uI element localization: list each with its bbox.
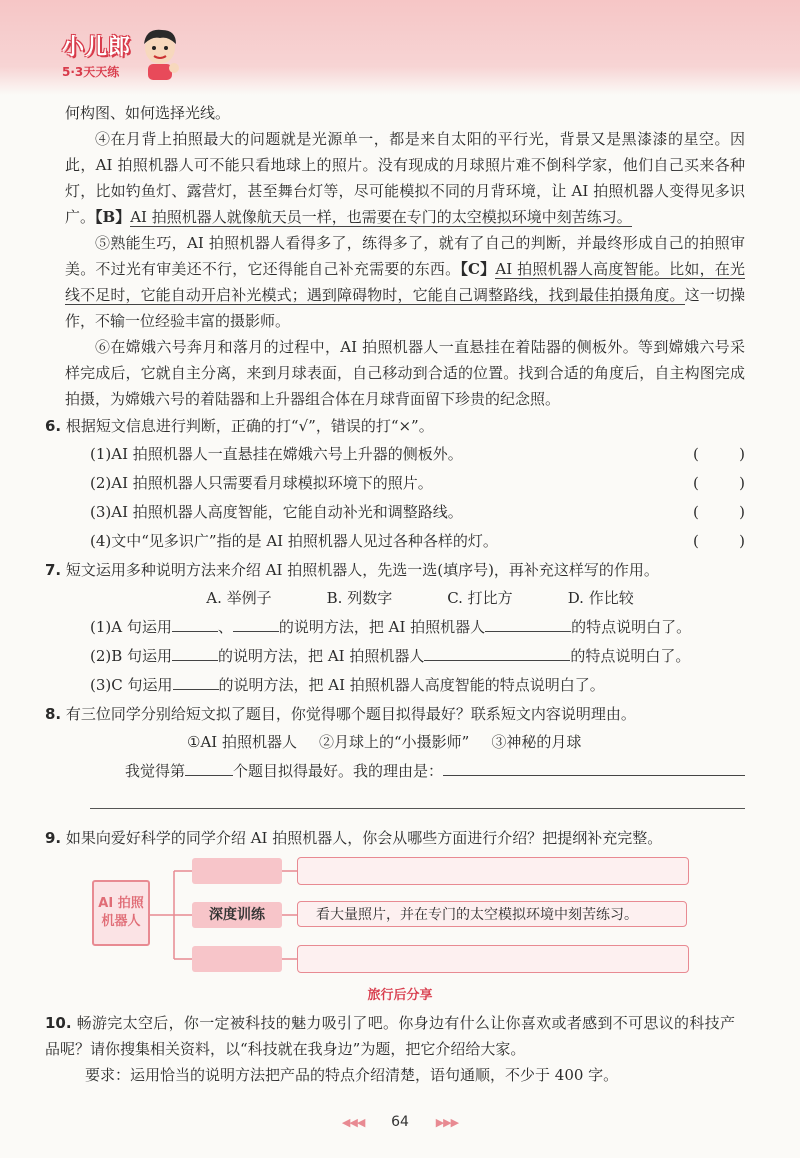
section-title: 旅行后分享 — [367, 988, 433, 1003]
q8-answer: 我觉得第 个题目拟得最好。我的理由是： — [65, 757, 745, 786]
sentence-b: AI 拍照机器人就像航天员一样，也需要在专门的太空模拟环境中刻苦练习。 — [130, 208, 632, 226]
q10: 10. 畅游完太空后，你一定被科技的魅力吸引了吧。你身边有什么让你喜欢或者感到不可思议的科技产品呢？请你搜集相关资料，以“科技就在我身边”为题，把它介绍给大家。 要求：运用恰当的说明方法把产品的特点介绍清楚，语句通顺，不少于 400 字。 — [45, 1010, 735, 1088]
answer-line[interactable] — [443, 759, 745, 776]
q9-stem: 9. 如果向爱好科学的同学介绍 AI 拍照机器人，你会从哪些方面进行介绍？把提纲补充完整。 — [45, 829, 663, 847]
q10-requirement: 要求：运用恰当的说明方法把产品的特点介绍清楚，语句通顺，不少于 400 字。 — [85, 1066, 619, 1084]
passage-p6: ⑥在嫦娥六号奔月和落月的过程中，AI 拍照机器人一直悬挂在着陆器的侧板外。等到嫦娥六号采样完成后，它就自主分离，来到月球表面，自己移动到合适的位置。找到合适的角度后，自主构图完成拍摄，为嫦娥六号的着陆器和上升器组合体在月球背面留下珍贵的纪念照。 — [65, 338, 745, 408]
passage — [45, 100, 745, 809]
q7-s1: (1)A 句运用 、 的说明方法，把 AI 拍照机器人 的特点说明白了。 — [65, 613, 745, 642]
q8-titles: ①AI 拍照机器人 ②月球上的“小摄影师” ③神秘的月球 — [187, 733, 582, 751]
q6-item: (1)AI 拍照机器人一直悬挂在嫦娥六号上升器的侧板外。 ( ) — [65, 440, 745, 469]
fill-blank[interactable] — [185, 759, 233, 776]
outline-field-1[interactable] — [297, 857, 689, 885]
answer-paren[interactable]: ( ) — [693, 474, 745, 492]
q7-stem: 7. 短文运用多种说明方法来介绍 AI 拍照机器人，先选一选(填序号)，再补充这样写的作用。 — [45, 561, 659, 579]
option-c: C. 打比方 — [447, 589, 513, 607]
answer-paren[interactable]: ( ) — [693, 503, 745, 521]
page-footer — [0, 1112, 800, 1130]
q8-stem: 8. 有三位同学分别给短文拟了题目，你觉得哪个题目拟得最好？联系短文内容说明理由。 — [45, 705, 636, 723]
right-arrows-icon: ▶▶▶ — [435, 1116, 459, 1129]
q6-items — [65, 440, 745, 556]
outline-label-2: 深度训练 — [192, 902, 282, 928]
logo-title: 小儿郎 — [62, 35, 132, 60]
q7-options — [95, 584, 745, 613]
page-number: 64 — [391, 1114, 409, 1130]
option-d: D. 作比较 — [567, 589, 634, 607]
logo-subtitle: 5·3天天练 — [62, 65, 120, 79]
passage-p0: 何构图、如何选择光线。 — [65, 104, 231, 122]
outline-label-3[interactable] — [192, 946, 282, 972]
option-b: B. 列数字 — [326, 589, 393, 607]
fill-blank[interactable] — [173, 673, 219, 690]
mascot-boy-icon — [138, 26, 182, 82]
q6-item: (4)文中“见多识广”指的是 AI 拍照机器人见过各种各样的灯。 ( ) — [65, 527, 745, 556]
passage-p4: ④在月背上拍照最大的问题就是光源单一，都是来自太阳的平行光，背景又是黑漆漆的星空。因此，AI 拍照机器人可不能只看地球上的照片。没有现成的月球照片难不倒科学家，他们自己买来各种灯，比如钓鱼灯、露营灯，甚至舞台灯等，尽可能模拟不同的月背环境，让 AI 拍照机器人变得见多识广。【B】AI 拍照机器人就像航天员一样，也需要在专门的太空模拟环境中刻苦练习。 — [65, 130, 745, 226]
outline-diagram — [92, 855, 702, 980]
answer-paren[interactable]: ( ) — [693, 445, 745, 463]
answer-paren[interactable]: ( ) — [693, 532, 745, 550]
q6-stem: 6. 根据短文信息进行判断，正确的打“√”，错误的打“×”。 — [45, 417, 434, 435]
q7-s2: (2)B 句运用 的说明方法，把 AI 拍照机器人 的特点说明白了。 — [65, 642, 745, 671]
passage-p5: ⑤熟能生巧，AI 拍照机器人看得多了，练得多了，就有了自己的判断，并最终形成自己的拍照审美。不过光有审美还不行，它还得能自己补充需要的东西。【C】AI 拍照机器人高度智能。比如，在光线不足时，它能自动开启补光模式；遇到障碍物时，它能自己调整路线，找到最佳拍摄角度。这一切操作，不输一位经验丰富的摄影师。 — [65, 234, 745, 330]
left-arrows-icon: ◀◀◀ — [341, 1116, 365, 1129]
fill-blank[interactable] — [233, 615, 279, 632]
fill-blank[interactable] — [172, 644, 218, 661]
fill-blank[interactable] — [485, 615, 571, 632]
outline-field-3[interactable] — [297, 945, 689, 973]
answer-line[interactable] — [90, 786, 745, 809]
outline-field-2: 看大量照片，并在专门的太空模拟环境中刻苦练习。 — [297, 901, 687, 927]
outline-label-1[interactable] — [192, 858, 282, 884]
fill-blank[interactable] — [172, 615, 218, 632]
q7-s3: (3)C 句运用 的说明方法，把 AI 拍照机器人高度智能的特点说明白了。 — [65, 671, 745, 700]
brand-logo — [62, 30, 131, 80]
sentence-c: AI 拍照机器人高度智能。比如，在光线不足时，它能自动开启补光模式；遇到障碍物时，它能自己调整路线，找到最佳拍摄角度。 — [65, 260, 745, 304]
q6-item: (2)AI 拍照机器人只需要看月球模拟环境下的照片。 ( ) — [65, 469, 745, 498]
fill-blank[interactable] — [424, 644, 570, 661]
option-a: A. 举例子 — [206, 589, 272, 607]
q6-item: (3)AI 拍照机器人高度智能，它能自动补光和调整路线。 ( ) — [65, 498, 745, 527]
outline-root: AI 拍照机器人 — [92, 880, 150, 946]
